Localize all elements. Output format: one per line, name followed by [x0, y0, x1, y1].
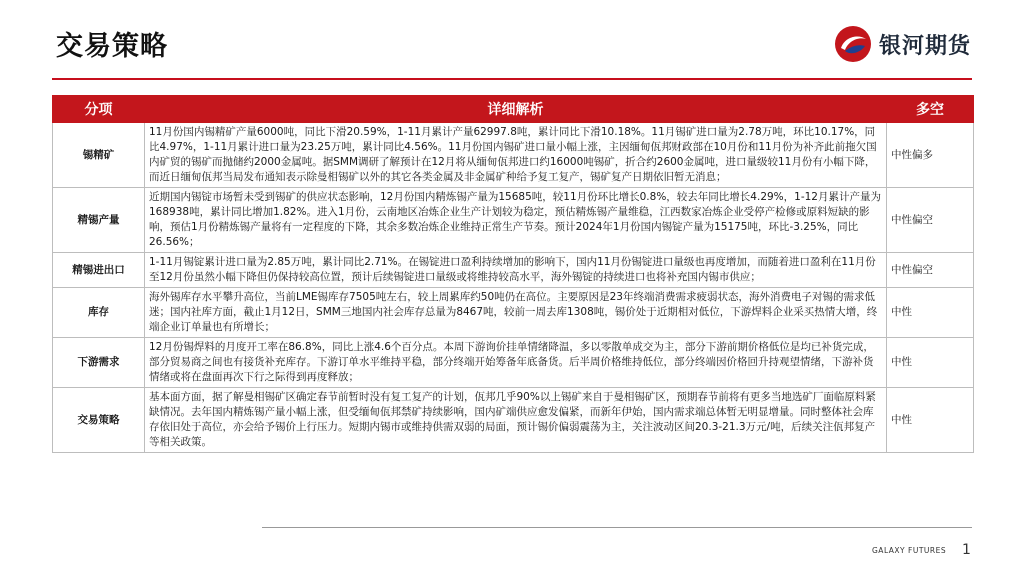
column-header-stance: 多空 — [887, 96, 974, 123]
table-row — [53, 123, 974, 188]
row-detail: 基本面方面，据了解曼相锡矿区确定春节前暂时没有复工复产的计划，佤邦几乎90%以上锡矿来自于曼相锡矿区，预期春节前将有更多当地选矿厂面临原料紧缺情况。去年国内精炼锡产量小幅上涨，但受缅甸佤邦禁矿持续影响，国内矿端供应愈发偏紧，而新年伊始，国内需求端总体暂无明显增量。同时整体社会库存依旧处于高位，亦会给予锡价上行压力。短期内锡市或维持供需双弱的局面，预计锡价偏弱震荡为主，关注波动区间20.3-21.3万元/吨，后续关注佤邦复产等相关政策。 — [145, 388, 887, 453]
row-category: 下游需求 — [53, 338, 145, 388]
logo-text: 银河期货 — [879, 33, 972, 59]
footer-brand: GALAXY FUTURES — [872, 546, 947, 555]
row-detail: 海外锡库存水平攀升高位，当前LME锡库存7505吨左右，较上周累库约50吨仍在高位。主要原因是23年终端消费需求疲弱状态，海外消费电子对锡的需求低迷；国内社库方面，截止1月12日，SMM三地国内社会库存总量为8467吨，较前一周去库1308吨，锡价处于近期相对低位，下游焊料企业采买热情大增，终端企业订单量也有所增长； — [145, 288, 887, 338]
row-category: 精锡进出口 — [53, 253, 145, 288]
table-row — [53, 288, 974, 338]
row-stance: 中性偏多 — [887, 123, 974, 188]
row-category: 锡精矿 — [53, 123, 145, 188]
row-category: 精锡产量 — [53, 188, 145, 253]
row-stance: 中性偏空 — [887, 188, 974, 253]
row-stance: 中性偏空 — [887, 253, 974, 288]
galaxy-logo-icon — [833, 24, 873, 64]
row-category: 库存 — [53, 288, 145, 338]
page-number: 1 — [962, 542, 971, 558]
row-stance: 中性 — [887, 288, 974, 338]
row-detail: 近期国内锡锭市场暂未受到锡矿的供应状态影响，12月份国内精炼锡产量为15685吨，较11月份环比增长0.8%，较去年同比增长4.29%，1-12月累计产量为168938吨，累计同比增加1.82%。进入1月份，云南地区冶炼企业生产计划较为稳定，预估精炼锡产量维稳，江西数家冶炼企业受停产检修或原料短缺的影响，预估1月份精炼锡产量将有一定程度的下降，其余多数冶炼企业维持正常生产节奏。预计2024年1月份国内锡锭产量为15175吨，环比-3.25%，同比26.56%； — [145, 188, 887, 253]
column-header-detail: 详细解析 — [145, 96, 887, 123]
table-header-row — [53, 96, 974, 123]
page-title: 交易策略 — [56, 31, 168, 62]
table-row — [53, 338, 974, 388]
header-divider — [52, 78, 972, 80]
brand-logo — [833, 24, 971, 64]
row-detail: 11月份国内锡精矿产量6000吨，同比下滑20.59%，1-11月累计产量62997.8吨，累计同比下滑10.18%。11月锡矿进口量为2.78万吨，环比10.17%，同比4.97%，1-11月累计进口量为23.25万吨，累计同比4.56%。11月份国内锡矿进口量小幅上涨，主因缅甸佤邦财政部在10月份和11月份为补齐此前拖欠国内矿贸的锡矿而抛储约2000金属吨。据SMM调研了解预计在12月将从缅甸佤邦进口约16000吨锡矿，折合约2600金属吨，进口量级较11月份有小幅下降，而近日缅甸佤邦当局发布通知表示除曼相锡矿以外的其它各类金属及非金属矿种给予复工复产，锡矿复产日期依旧暂无消息； — [145, 123, 887, 188]
table-row — [53, 253, 974, 288]
row-category: 交易策略 — [53, 388, 145, 453]
row-detail: 1-11月锡锭累计进口量为2.85万吨，累计同比2.71%。在锡锭进口盈利持续增加的影响下，国内11月份锡锭进口量级也再度增加，而随着进口盈利在11月份至12月份虽然小幅下降但仍保持较高位置，预计后续锡锭进口量级或将维持较高水平，海外锡锭的持续进口也将补充国内锡市供应； — [145, 253, 887, 288]
row-stance: 中性 — [887, 338, 974, 388]
row-stance: 中性 — [887, 388, 974, 453]
table-row — [53, 188, 974, 253]
strategy-table — [52, 95, 974, 453]
footer-divider — [262, 527, 972, 528]
table-row — [53, 388, 974, 453]
column-header-category: 分项 — [53, 96, 145, 123]
row-detail: 12月份锡焊料的月度开工率在86.8%，同比上涨4.6个百分点。本周下游询价挂单情绪降温，多以零散单成交为主，部分下游前期价格低位是均已补货完成，部分贸易商之间也有接货补充库存。下游订单水平维持平稳，部分终端开始筹备年底备货。后半周价格维持低位，部分终端因价格回升持观望情绪，下游补货情绪或将在盘面再次下行之际得到再度释放； — [145, 338, 887, 388]
